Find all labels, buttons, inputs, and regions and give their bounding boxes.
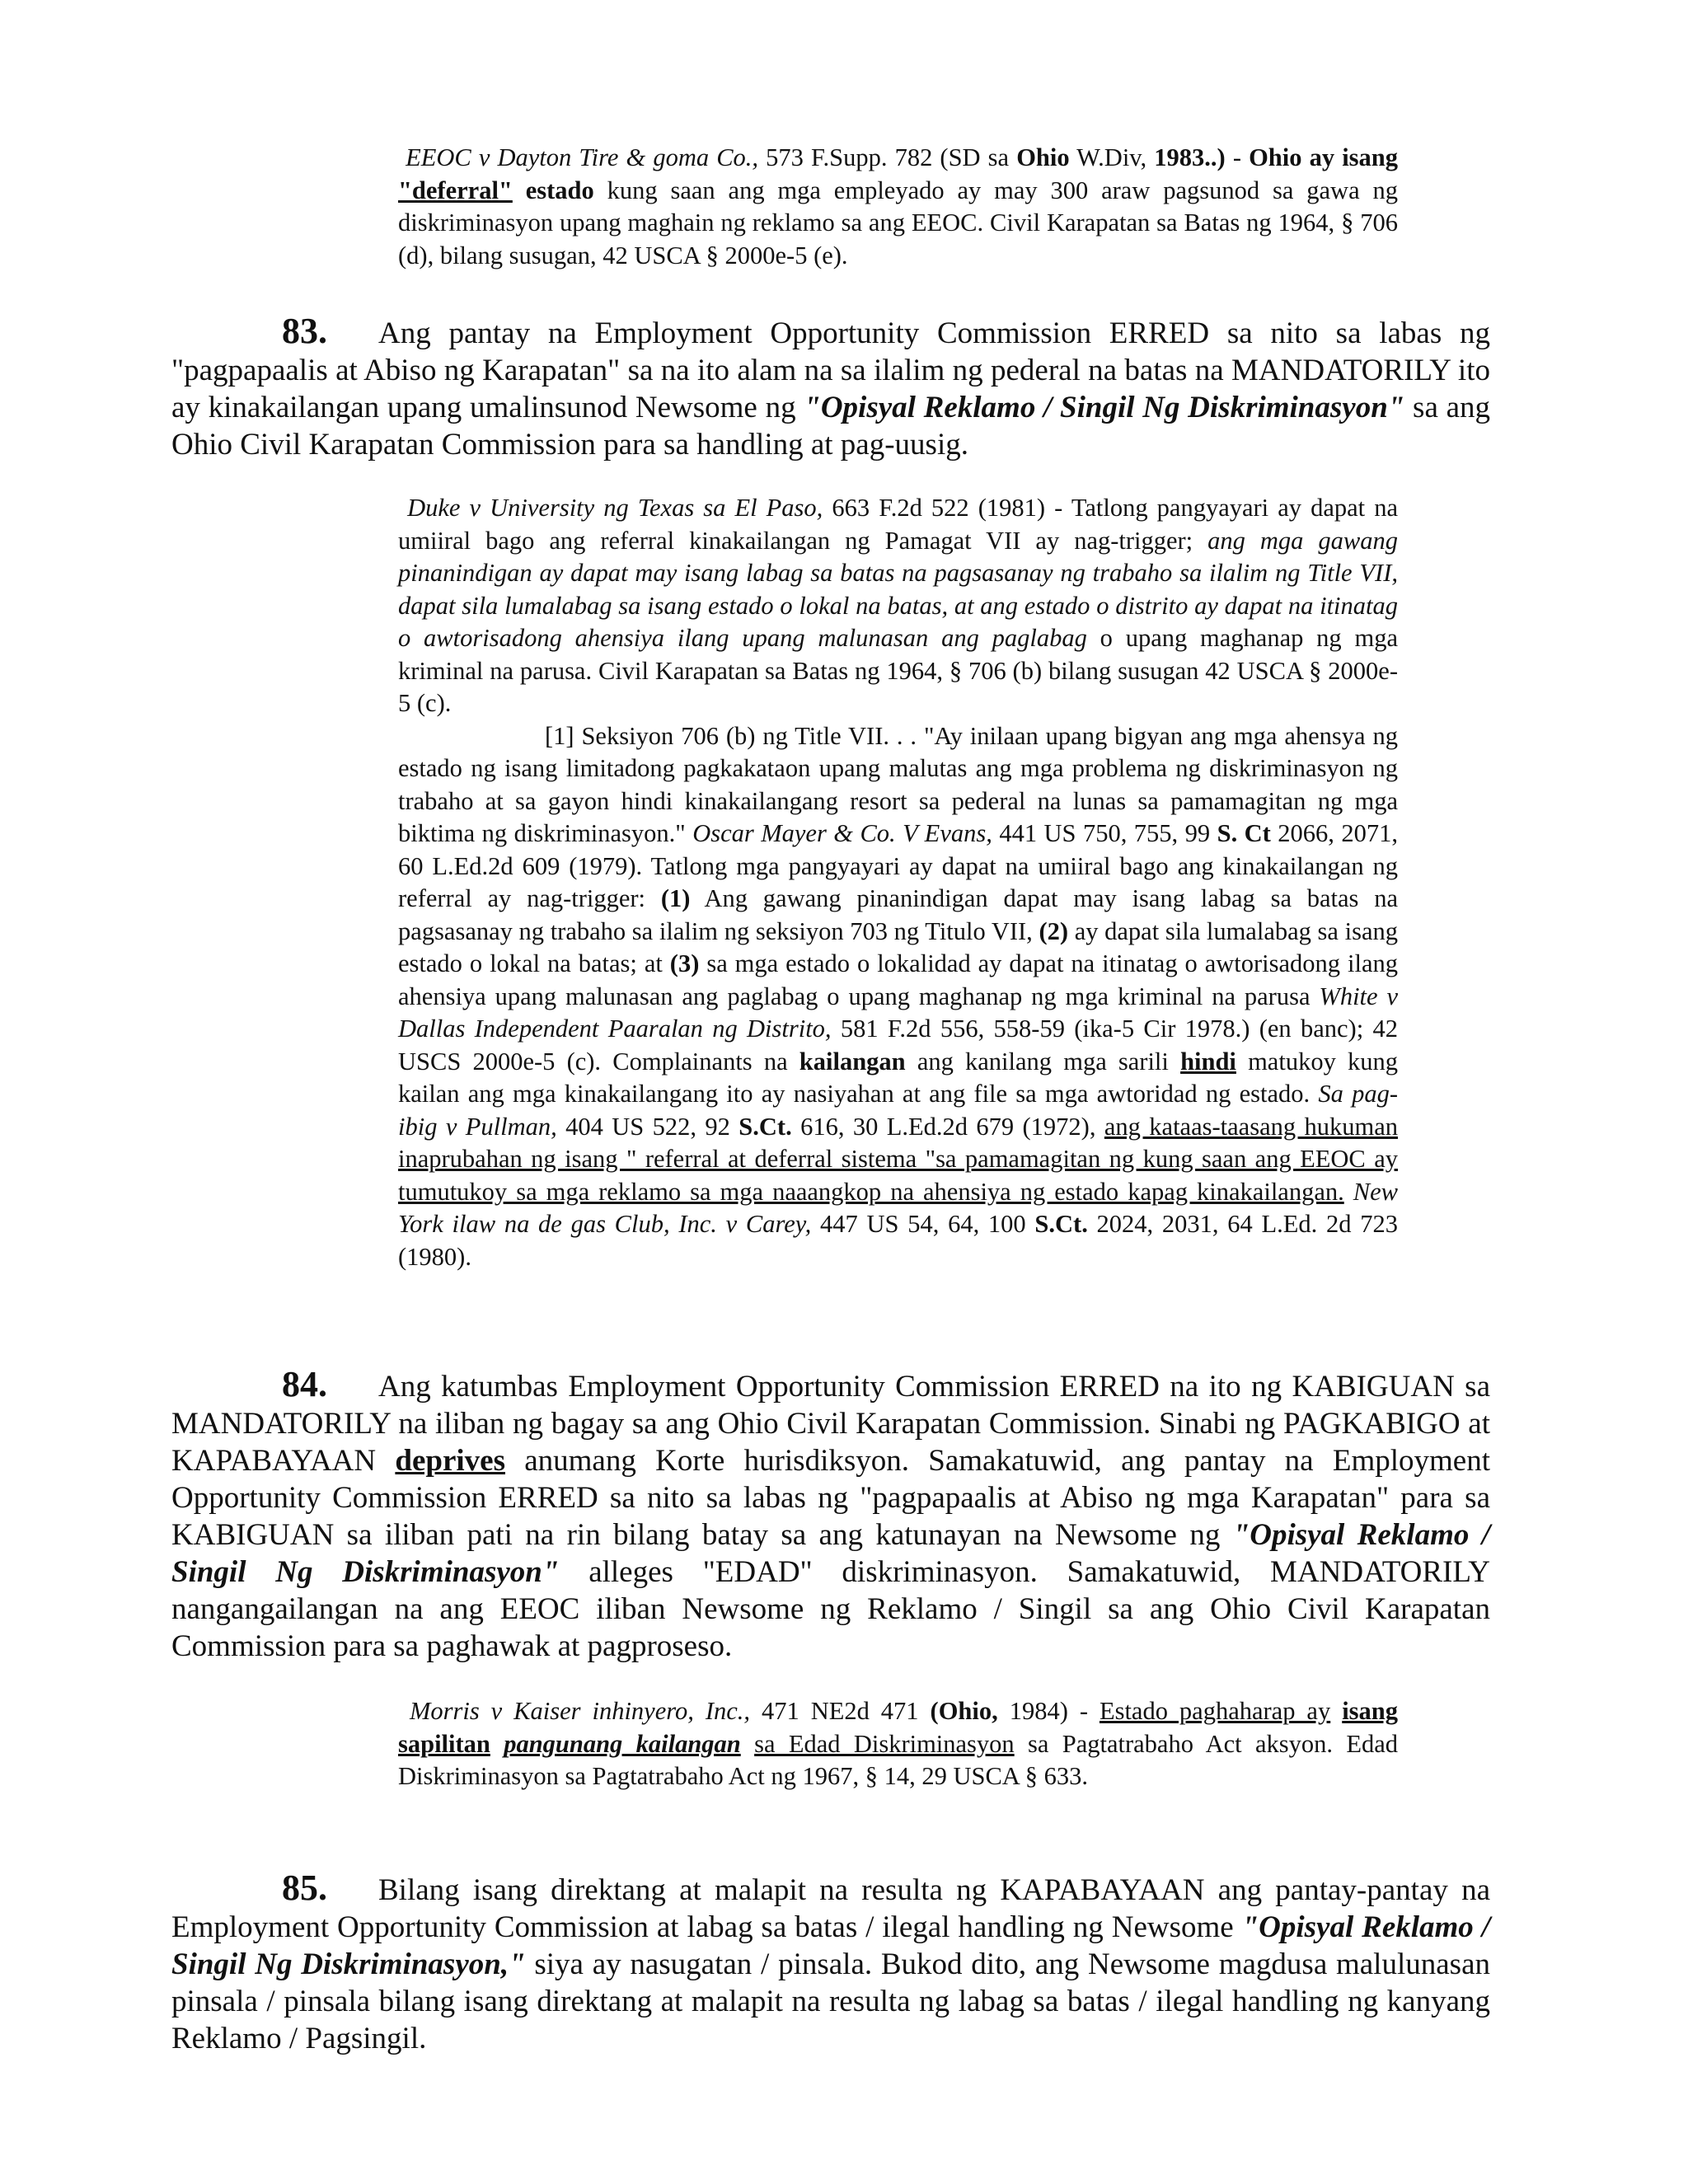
italic-text: ang mga gawang pinanindigan ay dapat may isang labag sa batas na pagsasanay ng trabaho sa ilalim ng Title VII, dapat sila lumalabag sa isang estado o lokal na batas, at ang estado o distrito ay dapat na itinatag o awtorisadong ahensiya ilang upang malunasan ang paglabag: [398, 526, 1399, 652]
enum-marker: (2): [1039, 916, 1069, 945]
bold-text: 1983..): [1154, 143, 1226, 171]
bold-text: estado: [512, 176, 594, 204]
underlined-text: ang kataas-taasang hukuman inaprubahan ng isang " referral at deferral sistema "sa pamamagitan ng kung saan ang EEOC ay tumutukoy sa mga reklamo sa mga naaangkop na ahensiya ng estado kapag kinakailangan.: [398, 1112, 1398, 1206]
footnote-text: 581 F.2d 556, 558-59 (ika-5 Cir 1978.) (en banc); 42 USCS 2000e-5 (c). Complainants na: [398, 1015, 1398, 1076]
citation-paragraph: [398, 1695, 1398, 1793]
case-citation-duke: [398, 492, 1398, 1273]
citation-text: [741, 1730, 754, 1758]
bold-text: Ohio ay isang: [1249, 143, 1398, 171]
footnote-text: Ang gawang pinanindigan dapat may isang labag sa batas na pagsasanay ng trabaho sa ilalim ng seksiyon 703 ng Titulo VII,: [398, 884, 1398, 945]
footnote-text: 616, 30 L.Ed.2d 679 (1972),: [791, 1112, 1104, 1141]
bold-italic-underlined-text: pangunang kailangan: [504, 1729, 741, 1758]
footnote-text: 441 US 750, 755, 99: [992, 819, 1217, 847]
citation-paragraph: [398, 492, 1398, 720]
citation-text: o upang maghanap ng mga kriminal na parusa. Civil Karapatan sa Batas ng 1964, § 706 (b) bilang susugan 42 USCA § 2000e-5 (c).: [398, 624, 1398, 717]
case-name: New York ilaw na de gas Club, Inc. v Carey,: [398, 1177, 1399, 1238]
paragraph-text: siya ay nasugatan / pinsala. Bukod dito, ang Newsome magdusa malulunasan pinsala / pinsala bilang isang direktang at malapit na resulta ng labag sa batas / ilegal handling ng kanyang Reklamo / Pagsingil.: [171, 1947, 1490, 2055]
footnote-text: [1] Seksiyon 706 (b) ng Title VII. . . "Ay inilaan upang bigyan ang mga ahensya ng estado ng isang limitadong pagkakataon upang malutas ang mga problema ng diskriminasyon ng trabaho at sa gayon hindi kinakailangang resort sa pederal na lunas sa pamamagitan ng mga biktima ng diskriminasyon.": [398, 721, 1398, 847]
case-name: Sa pag-ibig v Pullman,: [398, 1080, 1398, 1141]
case-citation-eeoc-dayton: [398, 142, 1398, 272]
bold-underlined-text: isang sapilitan: [398, 1697, 1398, 1758]
footnote-paragraph: [398, 720, 1398, 1274]
enum-marker: (3): [669, 949, 700, 977]
citation-text: -: [1225, 143, 1250, 171]
citation-text: 663 F.2d 522 (1981) - Tatlong pangyayari ay dapat na umiiral bago ang referral kinakailangan ng Pamagat VII ay nag-trigger;: [398, 494, 1399, 555]
citation-text: 471 NE2d 471: [750, 1697, 931, 1725]
paragraph-text: Bilang isang direktang at malapit na resulta ng KAPABAYAAN ang pantay-pantay na Employment Opportunity Commission at labag sa batas / ilegal handling ng Newsome: [171, 1873, 1490, 1944]
case-name: Duke v University ng Texas sa El Paso,: [407, 494, 823, 522]
paragraph-83: [171, 312, 1490, 463]
bold-text: S.Ct.: [1034, 1210, 1088, 1238]
case-citation-morris: [398, 1695, 1398, 1793]
footnote-text: 2066, 2071, 60 L.Ed.2d 609 (1979). Tatlong mga pangyayari ay dapat na umiiral bago ang kinakailangan ng referral ay nag-trigger:: [398, 819, 1399, 912]
citation-text: kung saan ang mga empleyado ay may 300 araw pagsunod sa gawa ng diskriminasyon upang maghain ng reklamo sa ang EEOC. Civil Karapatan sa Batas ng 1964, § 706 (d), bilang susugan, 42 USCA § 2000e-5 (e).: [398, 176, 1398, 269]
paragraph-number: 83.: [282, 311, 327, 351]
bold-underlined-text: "deferral": [398, 176, 513, 204]
bold-underlined-text: deprives: [395, 1444, 505, 1478]
bold-text: S. Ct: [1217, 819, 1271, 847]
paragraph-text: sa ang Ohio Civil Karapatan Commission para sa handling at pag-uusig.: [171, 391, 1491, 462]
case-name: EEOC v Dayton Tire & goma Co.,: [406, 143, 759, 171]
citation-paragraph: [398, 142, 1398, 272]
bold-underlined-text: hindi: [1180, 1047, 1236, 1076]
bold-text: Ohio: [1016, 143, 1070, 171]
footnote-text: [1344, 1178, 1353, 1206]
charge-title: "Opisyal Reklamo / Singil Ng Diskriminasyon,": [171, 1910, 1490, 1981]
paragraph-text: alleges "EDAD" diskriminasyon. Samakatuwid, MANDATORILY nangangailangan na ang EEOC iliban Newsome ng Reklamo / Singil sa ang Ohio Civil Karapatan Commission para sa paghawak at pagproseso.: [171, 1555, 1490, 1663]
citation-text: 573 F.Supp. 782 (SD sa: [758, 143, 1017, 171]
footnote-text: ay dapat sila lumalabag sa isang estado o lokal na batas; at: [398, 916, 1398, 977]
charge-title: "Opisyal Reklamo / Singil Ng Diskriminasyon": [804, 391, 1405, 424]
paragraph-85: [171, 1869, 1490, 2057]
paragraph-84: [171, 1366, 1490, 1665]
citation-text: 1984) -: [997, 1697, 1100, 1725]
case-name: White v Dallas Independent Paaralan ng Distrito,: [398, 982, 1398, 1043]
underlined-text: Estado paghaharap ay: [1099, 1697, 1331, 1725]
citation-text: sa Pagtatrabaho Act aksyon. Edad Diskriminasyon sa Pagtatrabaho Act ng 1967, § 14, 29 USCA § 633.: [398, 1729, 1398, 1790]
bold-text: (Ohio,: [930, 1697, 998, 1725]
paragraph-text: Ang katumbas Employment Opportunity Commission ERRED na ito ng KABIGUAN sa MANDATORILY na iliban ng bagay sa ang Ohio Civil Karapatan Commission. Sinabi ng PAGKABIGO at KAPABAYAAN: [171, 1370, 1490, 1478]
paragraph-text: anumang Korte hurisdiksyon. Samakatuwid, ang pantay na Employment Opportunity Commission ERRED sa nito sa labas ng "pagpapaalis at Abiso ng mga Karapatan" para sa KABIGUAN sa iliban pati na rin bilang batay sa ang katunayan na Newsome ng: [171, 1444, 1490, 1552]
footnote-text: 447 US 54, 64, 100: [811, 1210, 1035, 1238]
citation-text: [1330, 1697, 1342, 1725]
paragraph-number: 85.: [282, 1868, 327, 1908]
paragraph-number: 84.: [282, 1364, 327, 1404]
case-name: Morris v Kaiser inhinyero, Inc.,: [409, 1697, 751, 1725]
underlined-text: sa Edad Diskriminasyon: [754, 1729, 1015, 1758]
footnote-text: 2024, 2031, 64 L.Ed. 2d 723 (1980).: [398, 1210, 1398, 1271]
enum-marker: (1): [660, 884, 691, 912]
footnote-text: matukoy kung kailan ang mga kinakailangang ito ay nasiyahan at ang file sa mga awtoridad ng estado.: [398, 1047, 1398, 1108]
footnote-text: sa mga estado o lokalidad ay dapat na itinatag o awtorisadong ilang ahensiya upang malunasan ang paglabag o upang maghanap ng mga kriminal na parusa: [398, 949, 1398, 1010]
citation-text: W.Div,: [1069, 143, 1155, 171]
citation-text: [490, 1730, 504, 1758]
bold-text: S.Ct.: [738, 1112, 792, 1141]
paragraph-text: Ang pantay na Employment Opportunity Commission ERRED sa nito sa labas ng "pagpapaalis at Abiso ng Karapatan" sa na ito alam na sa ilalim ng pederal na batas na MANDATORILY ito ay kinakailangan upang umalinsunod Newsome ng: [171, 316, 1490, 424]
charge-title: "Opisyal Reklamo / Singil Ng Diskriminasyon": [171, 1518, 1490, 1589]
footnote-text: 404 US 522, 92: [556, 1112, 739, 1141]
bold-text: kailangan: [799, 1047, 906, 1076]
footnote-text: ang kanilang mga sarili: [905, 1047, 1181, 1076]
case-name: Oscar Mayer & Co. V Evans,: [692, 819, 992, 847]
